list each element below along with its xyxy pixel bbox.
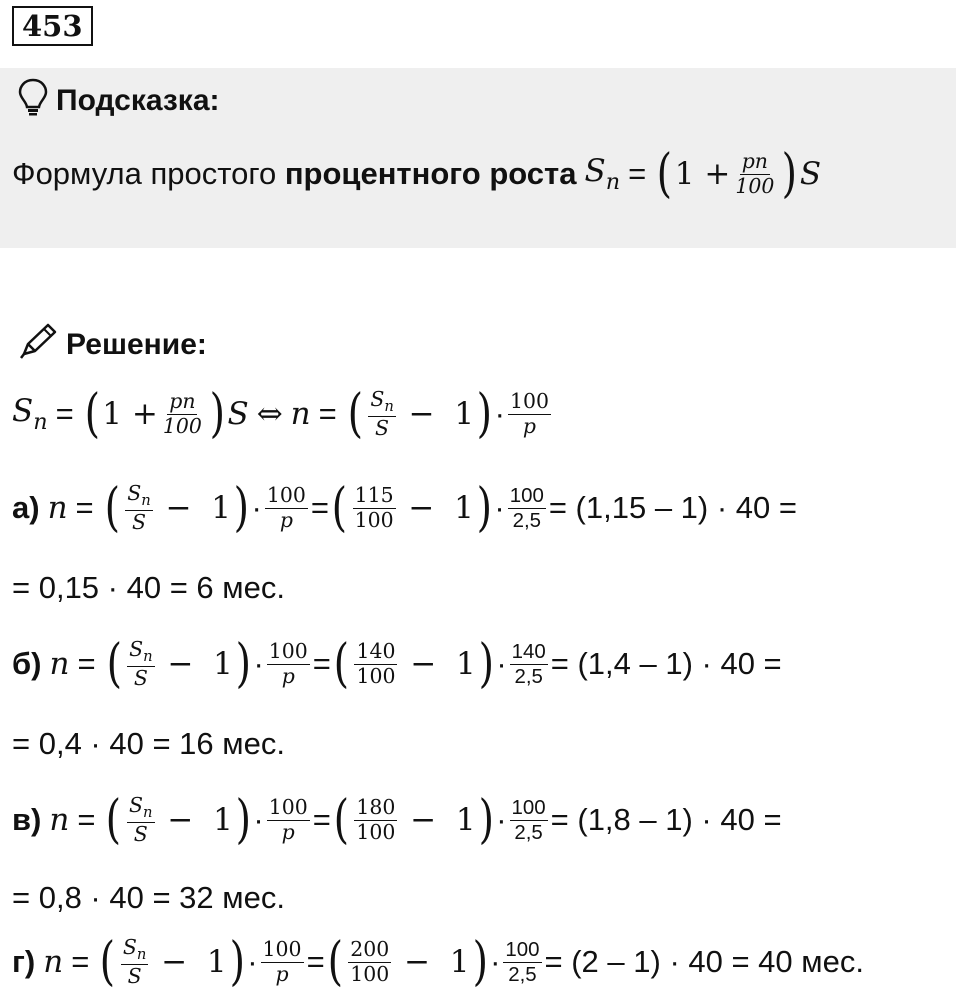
hint-text-bold: процентного роста xyxy=(284,156,577,192)
general-formula: $S_n$ = ( 1 + $\frac{pn}{100}$ ) S ⇔ n = ( $\frac{S_n}{S}$ − 1 ) · $\frac{100}{p}$ xyxy=(12,383,549,444)
hint-formula-line: Формула простого процентного роста $S_n$ = ( 1 + $\frac{pn}{100}$ ) S xyxy=(12,143,822,204)
task-number: 453 xyxy=(12,6,93,46)
formula-sn: $S_n$ xyxy=(584,153,621,196)
hint-text: Формула простого xyxy=(12,156,285,192)
solution-item-v-line1: в) n = ( $\frac{S_n}{S}$ − 1 ) · $\frac{100}{p}$ = ( $\frac{180}{100}$ − 1 ) · $\frac{100}{2,5}$ = (1,8 – 1) · 40 = xyxy=(12,789,782,850)
pencil-icon xyxy=(18,322,58,368)
solution-item-a-line1: а) n = ( $\frac{S_n}{S}$ − 1 ) · $\frac{100}{p}$ = ( $\frac{115}{100}$ − 1 ) · $\frac{100}{2,5}$ = (1,15 – 1) · 40 = xyxy=(12,477,797,538)
solution-item-b-line1: б) n = ( $\frac{S_n}{S}$ − 1 ) · $\frac{100}{p}$ = ( $\frac{140}{100}$ − 1 ) · $\frac{140}{2,5}$ = (1,4 – 1) · 40 = xyxy=(12,633,782,694)
lightbulb-icon xyxy=(18,78,48,124)
solution-item-b-line2: = 0,4 · 40 = 16 мес. xyxy=(12,726,285,761)
solution-item-g-line1: г) n = ( $\frac{S_n}{S}$ − 1 ) · $\frac{100}{p}$ = ( $\frac{200}{100}$ − 1 ) · $\frac{100}{2,5}$ = (2 – 1) · 40 = 40 мес. xyxy=(12,931,864,992)
hint-header xyxy=(18,78,220,124)
solution-header xyxy=(18,322,207,368)
solution-item-a-line2: = 0,15 · 40 = 6 мес. xyxy=(12,570,285,605)
solution-item-v-line2: = 0,8 · 40 = 32 мес. xyxy=(12,880,285,915)
hint-title: Подсказка: xyxy=(56,84,220,117)
solution-title: Решение: xyxy=(66,328,207,361)
